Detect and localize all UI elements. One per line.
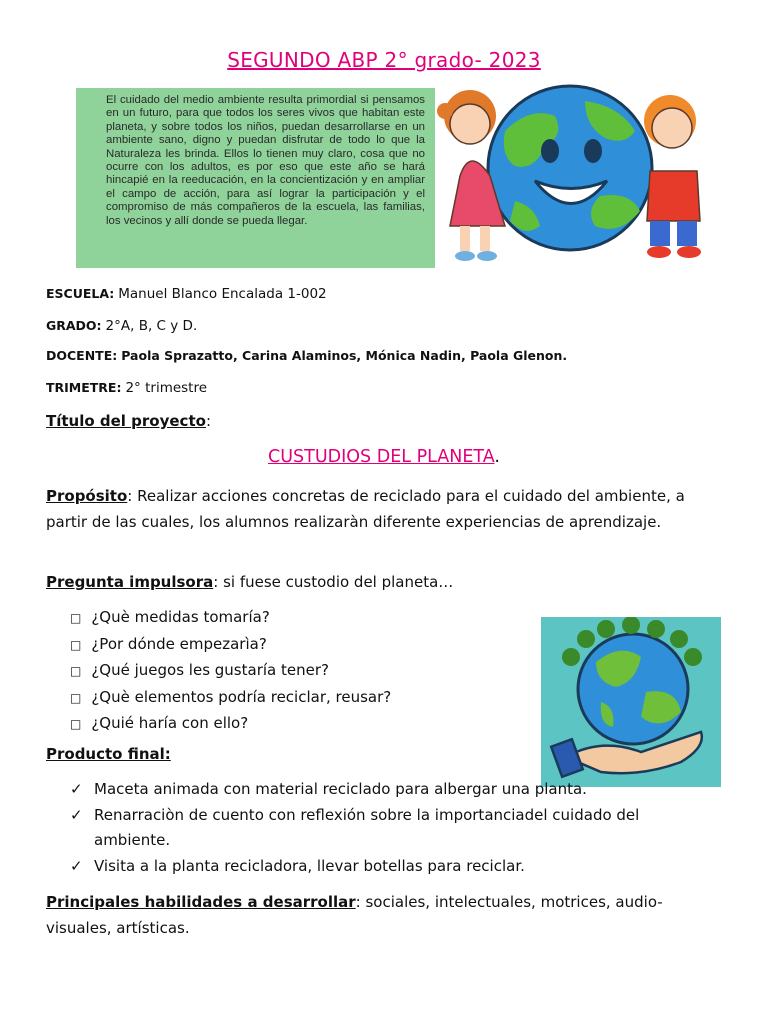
info-docente [46, 348, 567, 363]
list-item: ✓ Renarraciòn de cuento con reflexión sobre la importanciadel cuidado del ambiente. [70, 803, 710, 854]
proposito-paragraph [46, 484, 726, 535]
question-list [70, 605, 391, 738]
checkbox-bullet-icon: □ [70, 690, 82, 705]
producto-heading [46, 742, 726, 768]
pregunta-text: : si fuese custodio del planeta… [213, 573, 454, 591]
proposito-label: Propósito [46, 487, 128, 505]
list-item: □ ¿Por dónde empezarìa? [70, 634, 267, 653]
list-item: □ ¿Què elementos podría reciclar, reusar? [70, 687, 392, 706]
proposito-text: : Realizar acciones concretas de reciclado para el cuidado del ambiente, a partir de las cuales, los alumnos realizaràn diferente experiencias de aprendizaje. [46, 487, 685, 531]
project-title-label: Título del proyecto: [46, 412, 211, 430]
project-title: CUSTUDIOS DEL PLANETA. [268, 447, 500, 467]
docente-label: DOCENTE: [46, 348, 118, 363]
intro-text-box [76, 88, 435, 268]
docente-value: Paola Sprazatto, Carina Alaminos, Mónica Nadin, Paola Glenon. [121, 348, 568, 363]
grado-value: 2°A, B, C y D. [105, 318, 198, 334]
checkbox-bullet-icon: □ [70, 664, 82, 679]
checkmark-icon: ✓ [70, 856, 83, 875]
pregunta-paragraph [46, 570, 726, 596]
habilidades-text: : sociales, intelectuales, motrices, audio-visuales, artísticas. [46, 893, 663, 937]
habilidades-label: Principales habilidades a desarrollar [46, 893, 356, 911]
escuela-label: ESCUELA: [46, 286, 115, 301]
producto-label: Producto final: [46, 745, 171, 763]
info-grado [46, 318, 197, 334]
list-item: ✓ Maceta animada con material reciclado para albergar una planta. [70, 777, 710, 803]
list-item: □ ¿Quié haría con ello? [70, 714, 249, 733]
list-item: □ ¿Qué juegos les gustaría tener? [70, 661, 329, 680]
list-item: □ ¿Què medidas tomaría? [70, 608, 270, 626]
escuela-value: Manuel Blanco Encalada 1-002 [118, 286, 327, 302]
trimestre-label: TRIMETRE: [46, 380, 122, 395]
info-trimestre [46, 380, 207, 396]
checkbox-bullet-icon: □ [70, 611, 82, 625]
habilidades-paragraph [46, 890, 726, 941]
checkmark-icon: ✓ [70, 805, 83, 824]
info-escuela [46, 286, 327, 302]
checkbox-bullet-icon: □ [70, 717, 82, 732]
product-list [70, 777, 710, 879]
list-item: ✓ Visita a la planta recicladora, llevar botellas para reciclar. [70, 854, 710, 880]
pregunta-label: Pregunta impulsora [46, 573, 214, 591]
checkmark-icon: ✓ [70, 780, 83, 798]
checkbox-bullet-icon: □ [70, 637, 82, 652]
kids-hugging-earth-illustration [435, 76, 710, 266]
page-title: SEGUNDO ABP 2° grado- 2023 [227, 48, 541, 72]
trimestre-value: 2° trimestre [125, 380, 208, 396]
grado-label: GRADO: [46, 318, 102, 333]
intro-text: El cuidado del medio ambiente resulta primordial si pensamos en un futuro, para que todos los seres vivos que habitan este planeta, y sobre todos los niños, puedan desarrollarse en un ambiente sano, digno y puedan disfrutar de todo lo que la Naturaleza les brinda. Ellos lo tienen muy claro, cosa que no ocurre con los adultos, es por eso que este año se hará hincapié en la reeducación, en la concientización y en ampliar el campo de acción, para así lograr la participación y el compromiso de más compañeros de la escuela, las familias, los vecinos y allí donde se pueda llegar. [106, 94, 425, 227]
